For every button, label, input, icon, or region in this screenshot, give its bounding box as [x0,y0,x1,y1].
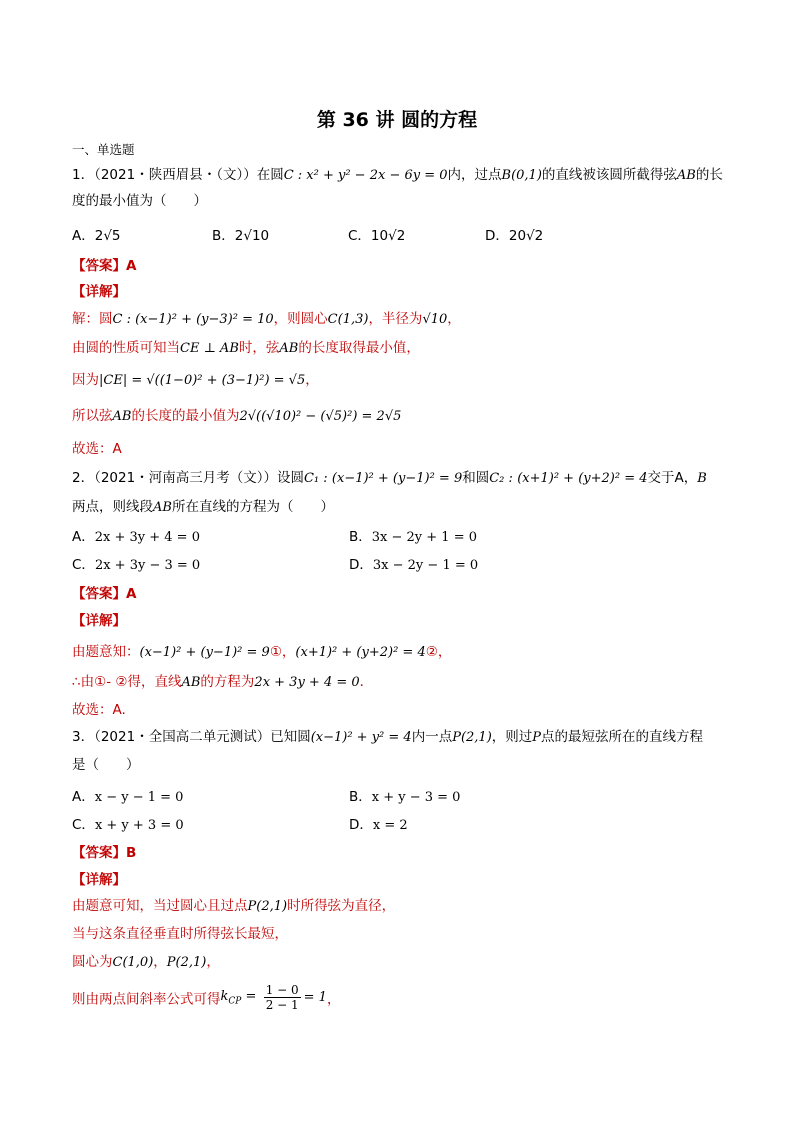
sol-math: CE ⊥ AB [180,341,239,356]
page-title: 第 36 讲 圆的方程 [316,109,478,131]
fraction-numerator: 1 − 0 [265,983,299,997]
q2-option-d [349,553,478,573]
q2-stem-line1 [72,467,707,490]
sol-text: ， [153,954,167,970]
q1-text: 内，过点 [447,167,502,183]
slope-subscript: CP [228,996,242,1007]
option-letter: D． [349,557,373,573]
q1-option-a: A．2√5 [72,228,121,244]
q1-text: 的长 [695,167,723,183]
fraction-denominator: 2 − 1 [265,998,299,1012]
sol-math: (x−1)² + (y−1)² = 9 [139,645,270,660]
sol-text: ，则圆心 [273,311,328,327]
q1-stem-line2: 度的最小值为（ ） [72,193,207,209]
sol-text: 时所得弦为直径， [287,898,396,914]
q2-text: 和圆 [462,470,490,486]
slope-expression [220,988,257,1007]
q2-detail-heading: 【详解】 [72,613,126,629]
q2-source: 2．（2021・河南高三月考（文））设圆 [72,470,304,486]
option-equation: x = 2 [372,818,408,833]
q1-solution-line3 [72,368,319,388]
q1-point-b: B(0,1) [501,168,542,183]
sol-text: ． [359,674,374,690]
sol-text: 由圆的性质可知当 [72,340,180,356]
q1-option-c: C．10√2 [348,228,406,244]
sol-text: ， [447,311,461,327]
q1-text: 的直线被该圆所截得弦 [541,167,677,183]
q2-text: 两点，则线段 [72,499,153,515]
option-equation: x + y − 3 = 0 [371,790,461,805]
sol-text: 因为 [72,372,99,388]
q2-choose: 故选：A. [72,702,126,718]
q1-solution-line1 [72,307,461,327]
sol-marker: ② [425,644,438,660]
q1-source: 1．（2021・陕西眉县・（文））在圆 [72,167,284,183]
slope-k: k [220,988,229,1004]
q2-answer: 【答案】A [72,586,137,602]
q3-solution-line4 [72,983,340,1017]
q2-circle-c1: C₁ : [303,471,328,486]
sol-text: ， [326,991,341,1008]
sol-text: 的长度取得最小值， [298,340,420,356]
q3-circle-equation: (x−1)² + y² = 4 [310,730,412,745]
q1-option-d: D．20√2 [485,228,544,244]
option-letter: B． [349,529,372,545]
sol-marker: ① [269,644,282,660]
option-letter: A． [72,529,95,545]
q2-equation-2: (x+1)² + (y+2)² = 4 [517,471,648,486]
q2-stem-line2 [72,496,334,519]
q1-chord: AB [676,168,696,183]
q3-answer: 【答案】B [72,845,137,861]
q2-option-a [72,525,200,545]
q1-choose: 故选：A [72,441,122,457]
q3-p: P [532,730,542,745]
q3-option-d [349,813,408,833]
q3-option-c [72,813,184,833]
q3-option-a [72,785,183,805]
sol-math: 2x + 3y + 4 = 0 [254,675,360,690]
option-letter: B． [349,789,372,805]
q1-circle-equation: C : x² + y² − 2x − 6y = 0 [283,168,448,183]
q2-circle-c2: C₂ : [489,471,513,486]
option-letter: C． [72,557,95,573]
sol-text: 解：圆 [72,311,113,327]
sol-text: ， [206,954,220,970]
q2-segment: AB [153,500,172,515]
sol-math: |CE| = √((1−0)² + (3−1)²) = √5 [99,373,306,388]
q1-stem-line1 [72,164,723,187]
option-equation: 3x − 2y − 1 = 0 [372,558,479,573]
q2-equation-1: (x−1)² + (y−1)² = 9 [331,471,463,486]
option-equation: x − y − 1 = 0 [94,790,184,805]
sol-math: AB [112,409,132,424]
sol-text: ，半径为 [368,311,423,327]
sol-text: ， [281,644,296,660]
q3-option-b [349,785,460,805]
sol-text: 时，弦 [238,340,280,356]
q3-point-p: P(2,1) [452,730,492,745]
q2-text: 交于A， [647,470,698,486]
sol-text: ， [305,372,319,388]
q1-answer: 【答案】A [72,258,137,274]
q3-solution-line3 [72,950,220,970]
sol-math: C(1,0) [112,955,154,970]
q2-option-b [349,525,477,545]
sol-math: √10 [422,312,448,327]
option-letter: C． [72,817,95,833]
sol-math: (x+1)² + (y+2)² = 4 [295,645,426,660]
q3-source: 3．（2021・全国高二单元测试）已知圆 [72,729,311,745]
sol-text: 所以弦 [72,408,113,424]
sol-text: 由题意可知，当过圆心且过点 [72,898,248,914]
q3-text: 内一点 [411,729,453,745]
section-heading: 一、单选题 [72,142,135,157]
sol-text: 的方程为 [200,674,255,690]
sol-text: ， [437,644,452,660]
q3-stem-line2: 是（ ） [72,757,140,773]
sol-text: 圆心为 [72,954,113,970]
option-equation: x + y + 3 = 0 [94,818,184,833]
q2-option-c [72,553,200,573]
sol-math: C(1,3) [327,312,369,327]
q3-stem-line1 [72,726,703,749]
q2-point-b: B [697,471,707,486]
sol-text: 由题意知： [72,644,140,660]
option-letter: A． [72,789,95,805]
sol-math: P(2,1) [247,899,288,914]
sol-math: AB [279,341,299,356]
option-letter: D． [349,817,373,833]
sol-math: P(2,1) [166,955,207,970]
q3-detail-heading: 【详解】 [72,872,126,888]
q2-solution-line1 [72,640,451,660]
q1-detail-heading: 【详解】 [72,284,126,300]
equals-sign: = [245,988,257,1004]
q3-solution-line1 [72,894,395,914]
sol-text: 的长度的最小值为 [131,408,240,424]
q1-solution-line4 [72,404,401,424]
sol-text: ∴由①- ②得，直线 [72,674,182,690]
q1-solution-line2 [72,336,420,356]
slope-fraction [264,983,301,1012]
sol-math: AB [181,675,201,690]
option-equation: 3x − 2y + 1 = 0 [371,530,477,545]
q2-solution-line2 [72,670,373,690]
sol-math: 2√((√10)² − (√5)²) = 2√5 [239,409,402,424]
slope-result: = 1 [303,990,327,1005]
q3-text: 点的最短弦所在的直线方程 [541,729,704,745]
q1-option-b: B．2√10 [212,228,270,244]
q2-text: 所在直线的方程为（ ） [171,499,334,515]
option-equation: 2x + 3y − 3 = 0 [94,558,201,573]
option-equation: 2x + 3y + 4 = 0 [94,530,200,545]
sol-text: 则由两点间斜率公式可得 [72,991,221,1008]
sol-math: C : (x−1)² + (y−3)² = 10 [112,312,274,327]
q3-solution-line2: 当与这条直径垂直时所得弦长最短， [72,926,288,942]
q3-text: ，则过 [491,729,533,745]
